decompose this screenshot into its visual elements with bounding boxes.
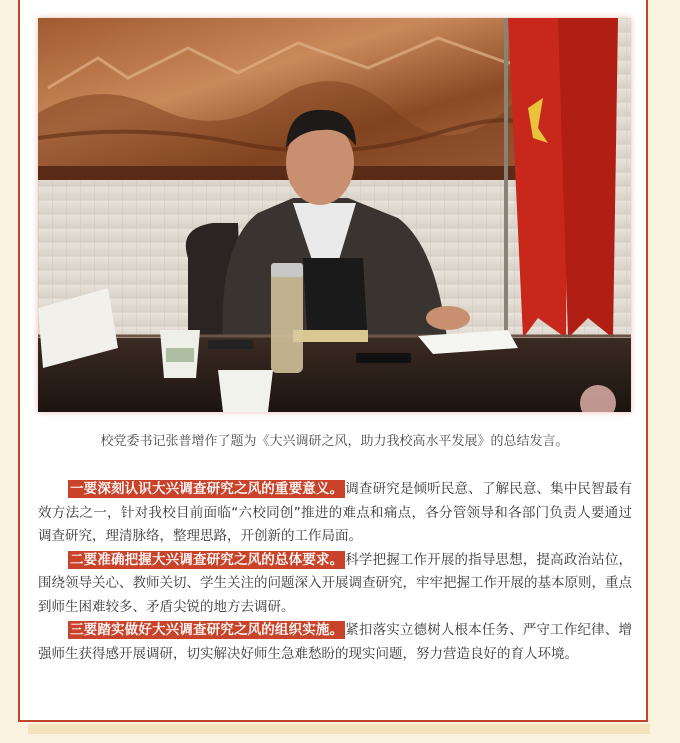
highlight-heading-2: 二要准确把握大兴调查研究之风的总体要求。	[70, 551, 344, 568]
paragraph-text-3: 紧扣落实立德树人根本任务、严守工作纪律、增强师生获得感开展调研，切实解决好师生急难愁盼的现实问题，努力营造良好的育人环境。	[38, 622, 632, 662]
highlight-heading-1: 一要深刻认识大兴调查研究之风的重要意义。	[70, 481, 344, 497]
paragraph-text-2: 科学把握工作开展的指导思想，提高政治站位，围绕领导关心、教师关切、学生关注的问题深入开展调查研究，牢牢把握工作开展的基本原则，重点到师生困难较多、矛盾尖锐的地方去调研。	[38, 551, 632, 615]
paragraph-3	[38, 619, 632, 666]
paragraph-1	[38, 478, 632, 549]
article-body	[38, 478, 632, 666]
frame-shadow	[28, 724, 650, 734]
highlight-heading-3: 三要踏实做好大兴调查研究之风的组织实施。	[70, 622, 344, 638]
paragraph-text-1: 调查研究是倾听民意、了解民意、集中民智最有效方法之一，针对我校目前面临“六校同创”推进的难点和痛点，各分管领导和各部门负责人要通过调查研究，理清脉络，整理思路，开创新的工作局面。	[38, 481, 632, 544]
paragraph-2	[38, 549, 632, 620]
meeting-photo	[38, 18, 631, 412]
photo-caption: 校党委书记张普增作了题为《大兴调研之风，助力我校高水平发展》的总结发言。	[100, 434, 569, 449]
